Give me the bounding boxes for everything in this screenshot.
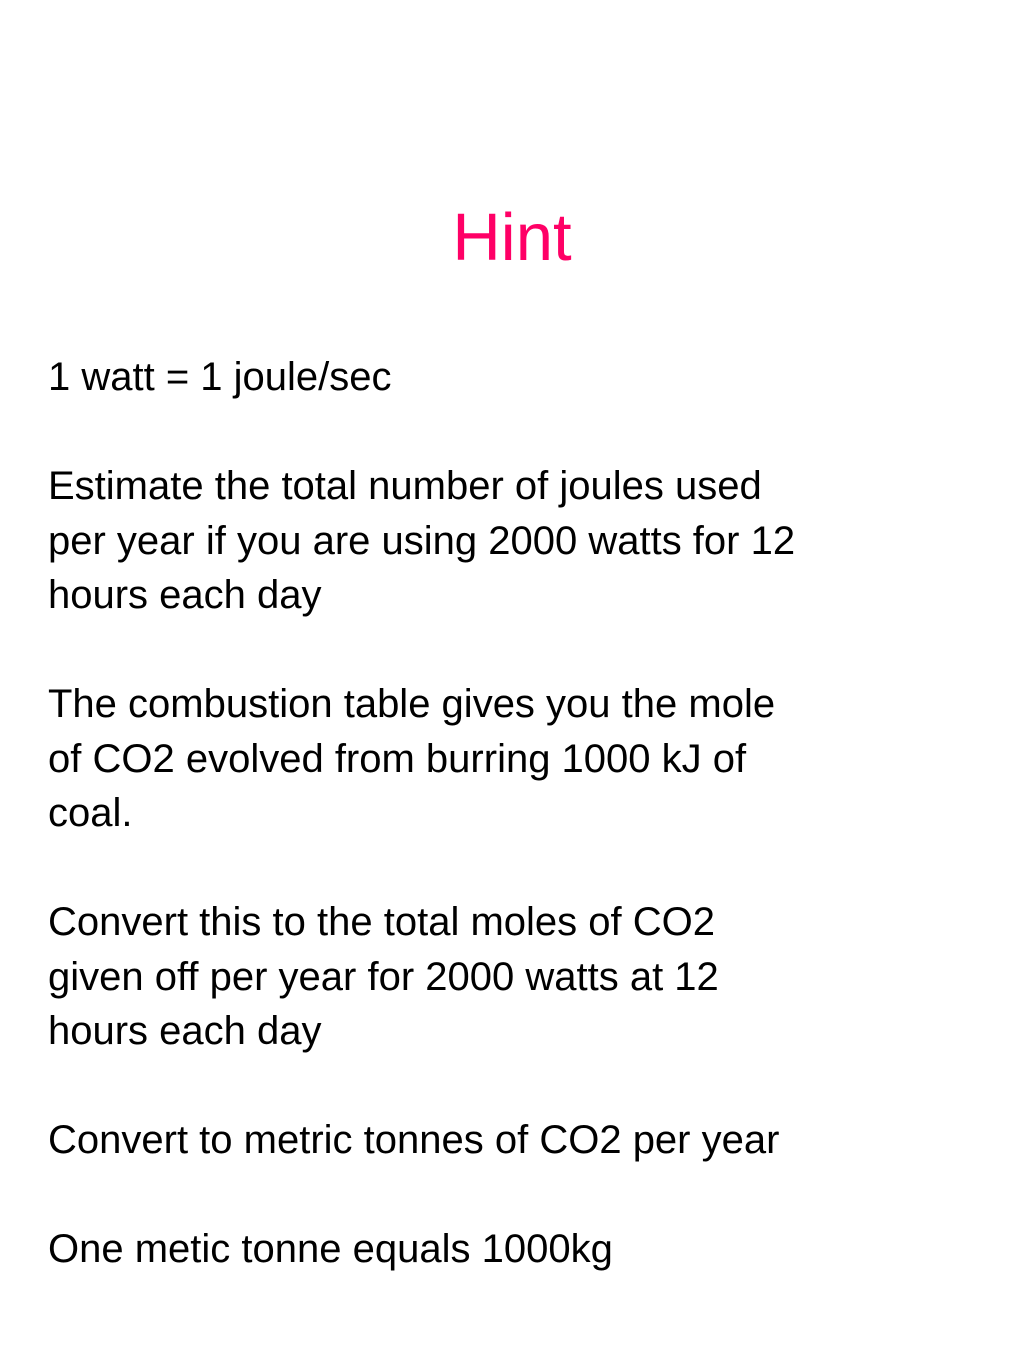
hint-watt-definition: 1 watt = 1 joule/sec bbox=[48, 355, 392, 399]
hint-convert-moles: Convert this to the total moles of CO2 given off per year for 2000 watts at 12 hours each day bbox=[48, 900, 719, 1053]
hint-tonne-definition: One metic tonne equals 1000kg bbox=[48, 1227, 613, 1271]
hint-convert-tonnes: Convert to metric tonnes of CO2 per year bbox=[48, 1118, 780, 1162]
slide-body bbox=[48, 350, 948, 1331]
hint-estimate-joules: Estimate the total number of joules used per year if you are using 2000 watts for 12 hours each day bbox=[48, 464, 796, 617]
hint-combustion-table: The combustion table gives you the mole of CO2 evolved from burring 1000 kJ of coal. bbox=[48, 682, 776, 835]
slide-title: Hint bbox=[452, 200, 572, 275]
